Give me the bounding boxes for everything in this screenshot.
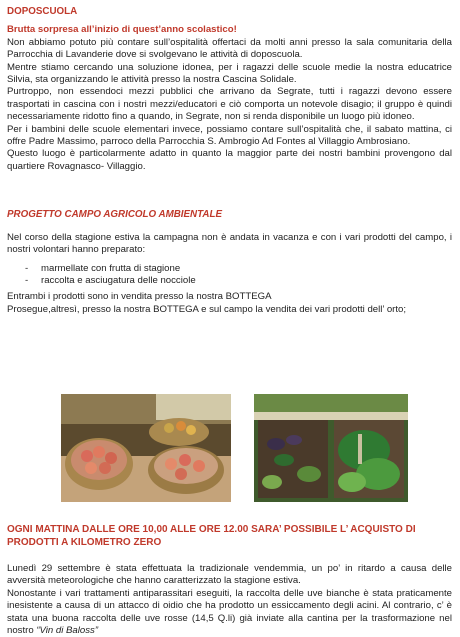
vendemmia-paragraph: Lunedì 29 settembre è stata effettuata la tradizionale vendemmia, un po’ in ritardo a causa delle avversità meteorologiche che hanno caratterizzato la stagione estiva. — [7, 563, 452, 587]
vendemmia-text: Nonostante i vari trattamenti antiparassitari eseguiti, la raccolta delle uve bianche è stata praticamente inesistente a causa di un attacco di oidio che ha prodotto un essiccamento degli acini. Al contrario, c’ è stata una buona raccolta delle uve rosse (14,5 Q.li) già inviate alla cantina per la trasformazione nel nostro — [7, 587, 452, 637]
doposcuola-paragraph: Non abbiamo potuto più contare sull’ospitalità offertaci da molti anni presso la sala comunitaria della Parrocchia di Lavanderie dove si svolgevano le attività di doposcuola. — [7, 36, 452, 61]
vendemmia-section — [7, 563, 452, 637]
wine-name: “Vin di Baloss” — [36, 625, 99, 637]
doposcuola-title: DOPOSCUOLA — [7, 6, 78, 17]
announcement: OGNI MATTINA DALLE ORE 10,00 ALLE ORE 12.00 SARA’ POSSIBILE L’ ACQUISTO DI PRODOTTI A KILOMETRO ZERO — [7, 524, 416, 548]
doposcuola-paragraph: Questo luogo è particolarmente adatto in quanto la maggior parte dei nostri bambini provengono dal quartiere Rovagnasco- Villaggio. — [7, 148, 452, 172]
progetto-after: Prosegue,altresì, presso la nostra BOTTEGA e sul campo la vendita dei vari prodotti dell’ orto; — [7, 303, 407, 315]
doposcuola-paragraph: Purtroppo, non essendoci mezzi pubblici che arrivano da Segrate, tutti i ragazzi devono essere trasportati in cascina con i nostri mezzi/educatori e ciò comporta un notevole disagio; il gruppo è quindi necessariamente ridotto fino a quando, in Segrate, non si renda disponibile un luogo più idoneo. — [7, 86, 452, 123]
progetto-title: PROGETTO CAMPO AGRICOLO AMBIENTALE — [7, 209, 222, 221]
photo-row — [7, 394, 452, 502]
doposcuola-subtitle: Brutta sorpresa all’inizio di quest’anno scolastico! — [7, 24, 237, 36]
doposcuola-paragraph: Mentre stiamo cercando una soluzione idonea, per i ragazzi delle scuole medie la nostra educatrice Silvia, sta organizzando le attività presso la nostra Cascina Solidale. — [7, 61, 452, 86]
progetto-list — [7, 263, 452, 288]
list-item: - marmellate con frutta di stagione — [25, 263, 452, 275]
progetto-after: Entrambi i prodotti sono in vendita presso la nostra BOTTEGA — [7, 291, 272, 303]
vegetables-image — [254, 394, 408, 502]
newsletter-page — [7, 6, 452, 637]
progetto-intro: Nel corso della stagione estiva la campagna non è andata in vacanza e con i vari prodotti del campo, i nostri volontari hanno preparato: — [7, 231, 452, 256]
doposcuola-paragraph: Per i bambini delle scuole elementari invece, possiamo contare sull’ospitalità che, il sabato mattina, ci offre Padre Massimo, parroco della Parrocchia S. Ambrogio Ad Fontes al Villaggio Ambrosiano. — [7, 123, 452, 148]
vegetables-photo — [254, 394, 408, 502]
vendemmia-paragraph — [7, 588, 452, 637]
baskets-photo — [61, 394, 231, 502]
list-item: - raccolta e asciugatura delle nocciole — [25, 275, 452, 287]
baskets-image — [61, 394, 231, 502]
